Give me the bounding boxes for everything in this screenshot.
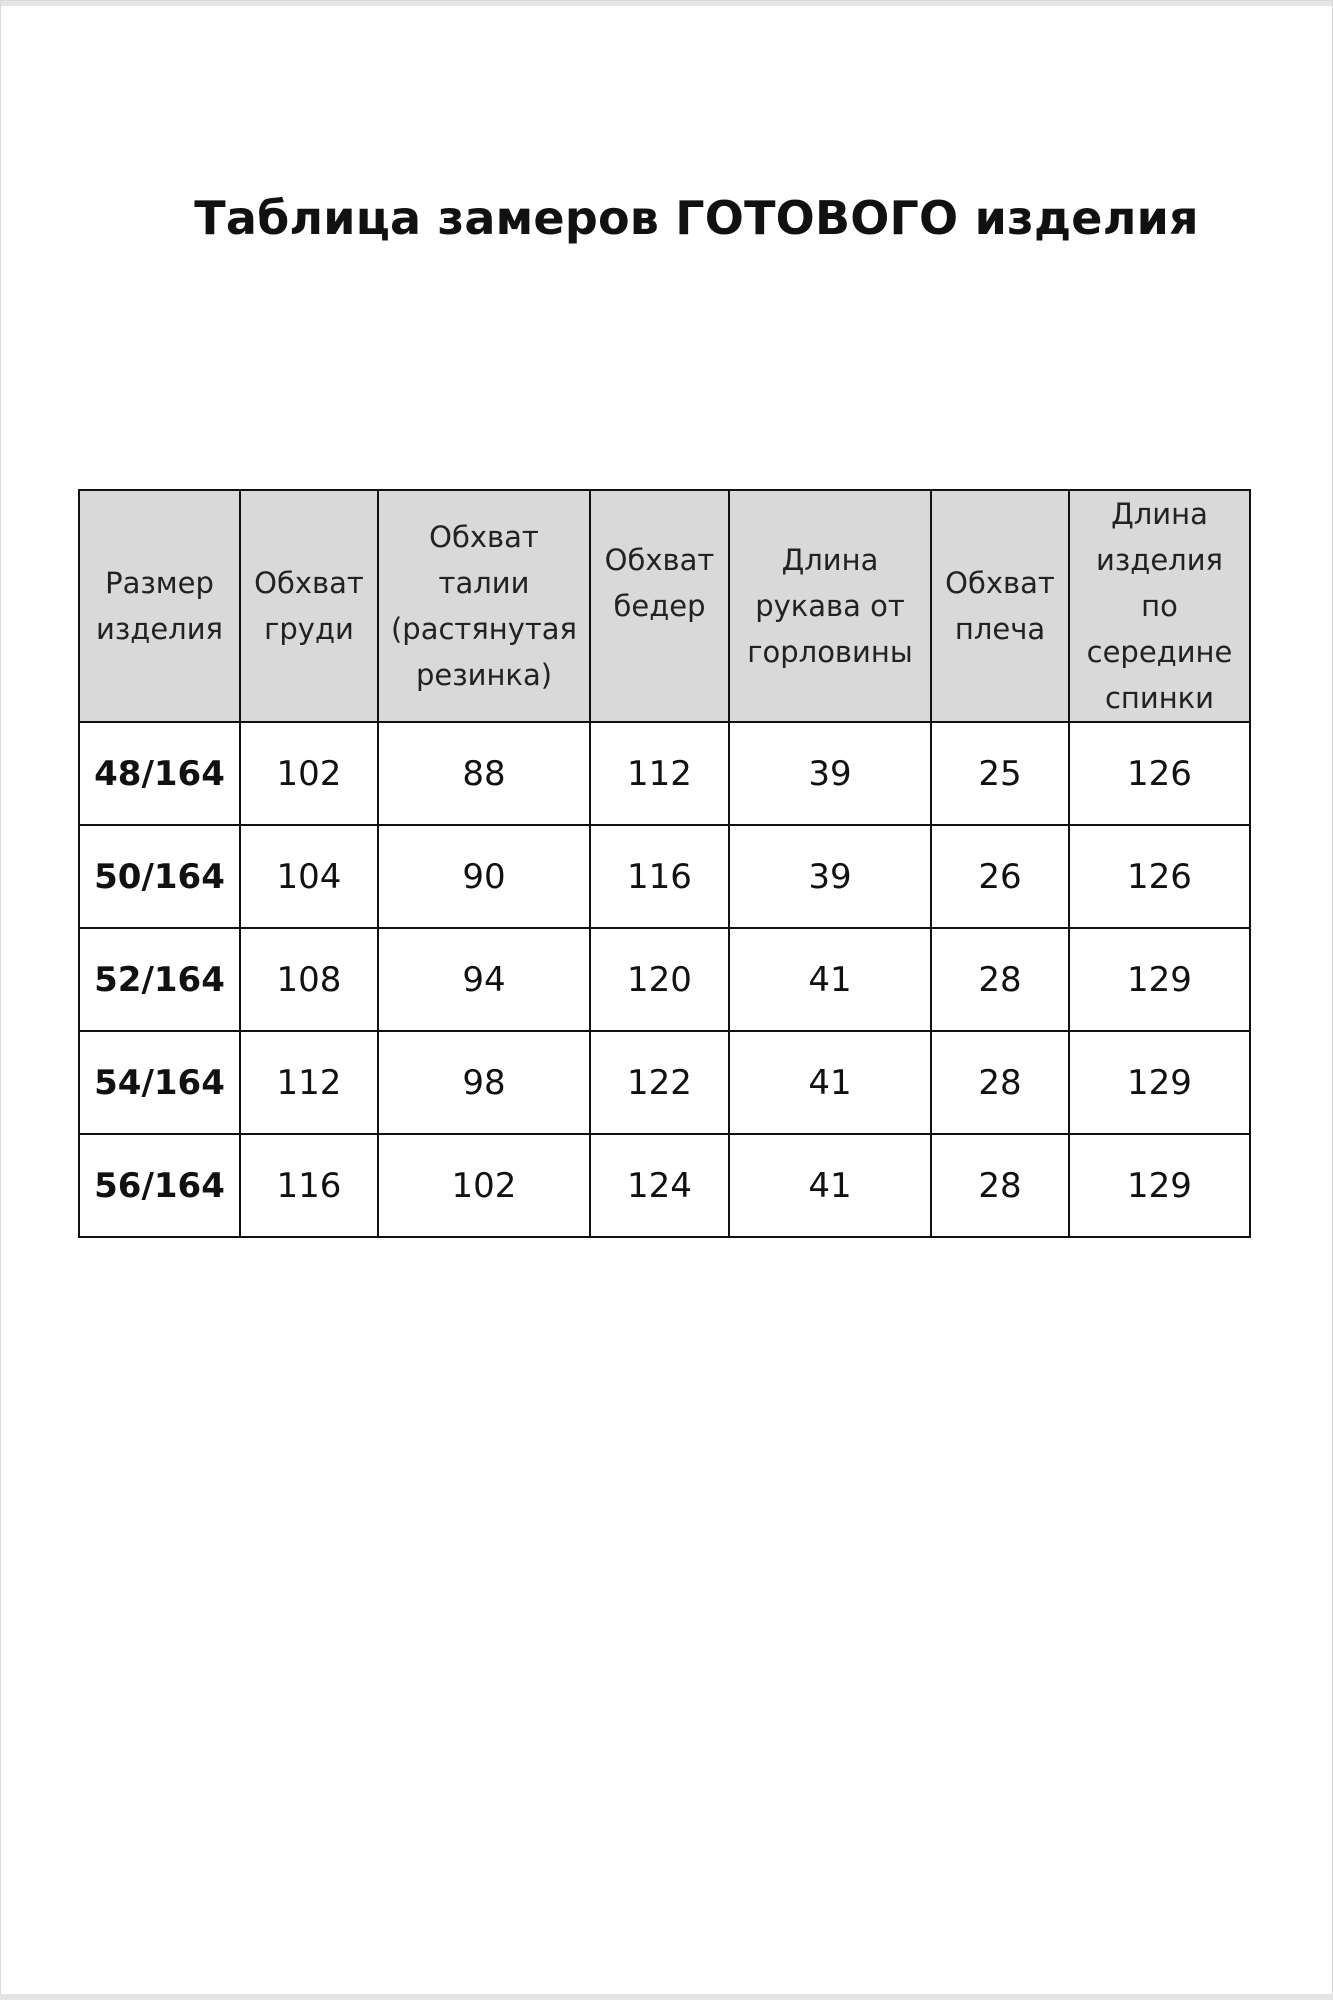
chest-cell: 116 — [240, 1134, 378, 1237]
table-row — [79, 825, 1250, 928]
waist-cell: 90 — [378, 825, 590, 928]
table-row — [79, 1031, 1250, 1134]
header-line: Размер — [105, 566, 214, 600]
chest-cell: 104 — [240, 825, 378, 928]
hips-cell: 120 — [590, 928, 729, 1031]
header-line: плеча — [954, 612, 1046, 646]
sleeve-length-cell: 41 — [729, 1134, 931, 1237]
header-line: спинки — [1104, 681, 1215, 715]
back-length-cell: 129 — [1069, 1134, 1250, 1237]
back-length-cell: 126 — [1069, 722, 1250, 825]
waist-cell: 102 — [378, 1134, 590, 1237]
size-cell: 52/164 — [79, 928, 240, 1031]
sleeve-length-cell: 39 — [729, 722, 931, 825]
back-length-cell: 129 — [1069, 928, 1250, 1031]
header-shoulder — [931, 490, 1069, 722]
header-line: (растянутая — [390, 612, 577, 646]
header-line: резинка) — [415, 658, 553, 692]
header-row — [79, 490, 1250, 722]
waist-cell: 94 — [378, 928, 590, 1031]
chest-cell: 112 — [240, 1031, 378, 1134]
header-back-length — [1069, 490, 1250, 722]
page-title: Таблица замеров ГОТОВОГО изделия — [194, 191, 1199, 245]
header-line: изделия — [96, 612, 223, 646]
sleeve-length-cell: 39 — [729, 825, 931, 928]
header-line: Длина — [781, 543, 879, 577]
size-table — [78, 489, 1251, 1238]
table-row — [79, 928, 1250, 1031]
header-line: середине — [1086, 635, 1233, 669]
header-line: Обхват — [429, 520, 539, 554]
header-line: Обхват — [604, 543, 715, 577]
header-line: Обхват — [254, 566, 364, 600]
chest-cell: 108 — [240, 928, 378, 1031]
header-waist — [378, 490, 590, 722]
header-line: горловины — [747, 635, 913, 669]
size-cell: 48/164 — [79, 722, 240, 825]
header-line: Обхват — [945, 566, 1055, 600]
shoulder-cell: 28 — [931, 928, 1069, 1031]
bottom-border — [0, 1994, 1333, 2000]
waist-cell: 88 — [378, 722, 590, 825]
table-row — [79, 1134, 1250, 1237]
header-size — [79, 490, 240, 722]
sleeve-length-cell: 41 — [729, 928, 931, 1031]
hips-cell: 116 — [590, 825, 729, 928]
size-cell: 56/164 — [79, 1134, 240, 1237]
header-line: по — [1141, 589, 1178, 623]
sleeve-length-cell: 41 — [729, 1031, 931, 1134]
header-hips — [590, 490, 729, 722]
shoulder-cell: 28 — [931, 1134, 1069, 1237]
size-cell: 54/164 — [79, 1031, 240, 1134]
hips-cell: 112 — [590, 722, 729, 825]
chest-cell: 102 — [240, 722, 378, 825]
back-length-cell: 126 — [1069, 825, 1250, 928]
header-line: груди — [264, 612, 354, 646]
hips-cell: 122 — [590, 1031, 729, 1134]
back-length-cell: 129 — [1069, 1031, 1250, 1134]
hips-cell: 124 — [590, 1134, 729, 1237]
table-row — [79, 722, 1250, 825]
shoulder-cell: 28 — [931, 1031, 1069, 1134]
header-line: изделия — [1096, 543, 1223, 577]
header-line: Длина — [1111, 497, 1208, 531]
shoulder-cell: 25 — [931, 722, 1069, 825]
header-line: талии — [438, 566, 530, 600]
header-line: бедер — [613, 589, 706, 623]
size-cell: 50/164 — [79, 825, 240, 928]
header-line: рукава от — [755, 589, 905, 623]
header-sleeve-length — [729, 490, 931, 722]
waist-cell: 98 — [378, 1031, 590, 1134]
shoulder-cell: 26 — [931, 825, 1069, 928]
header-chest — [240, 490, 378, 722]
